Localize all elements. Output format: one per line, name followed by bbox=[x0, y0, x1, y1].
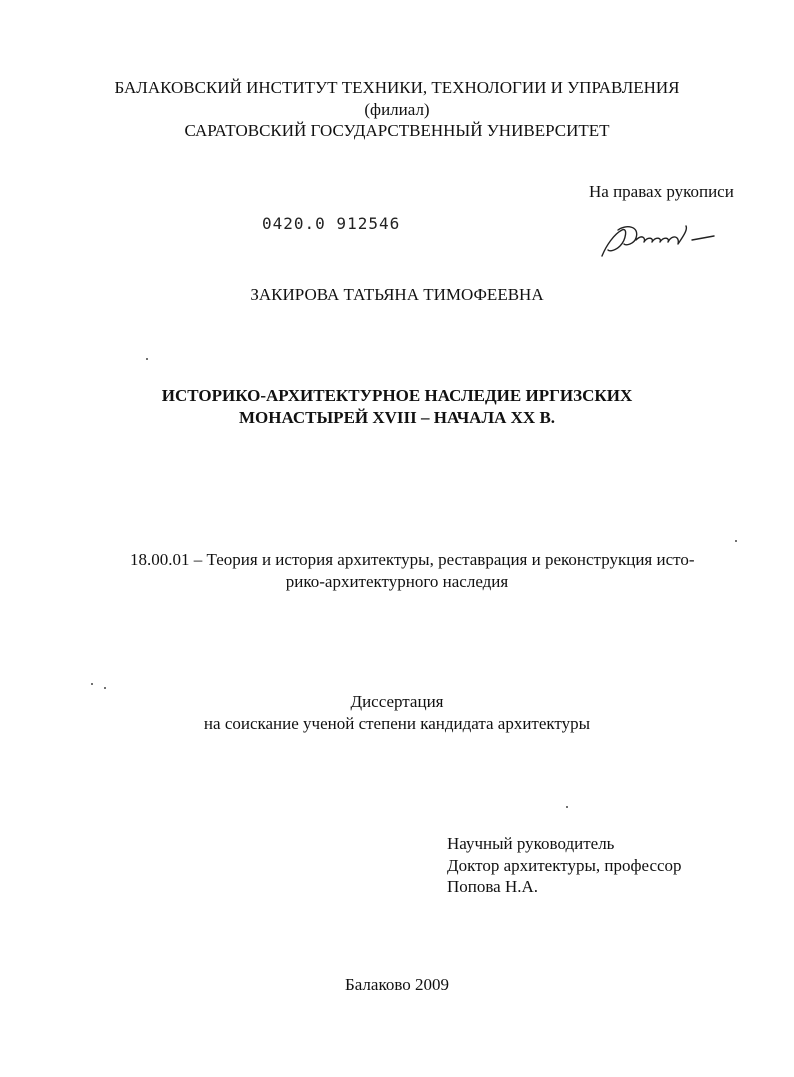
supervisor-label: Научный руководитель bbox=[447, 834, 615, 853]
scan-speck bbox=[91, 683, 93, 685]
handwritten-signature bbox=[596, 216, 726, 262]
scan-speck bbox=[566, 806, 568, 808]
supervisor-degree: Доктор архитектуры, профессор bbox=[447, 856, 682, 875]
supervisor-name: Попова Н.А. bbox=[447, 877, 539, 896]
title-line-1: ИСТОРИКО-АРХИТЕКТУРНОЕ НАСЛЕДИЕ ИРГИЗСКИХ bbox=[161, 386, 633, 405]
author-name: ЗАКИРОВА ТАТЬЯНА ТИМОФЕЕВНА bbox=[250, 285, 544, 304]
place-year: Балаково 2009 bbox=[344, 975, 450, 994]
scan-speck bbox=[104, 687, 106, 689]
archive-stamp-number: 0420.0 912546 bbox=[262, 214, 401, 233]
work-type: Диссертация bbox=[350, 692, 444, 711]
degree-sought: на соискание ученой степени кандидата архитектуры bbox=[203, 714, 591, 733]
scan-speck bbox=[146, 358, 148, 360]
specialty-line-2: рико-архитектурного наследия bbox=[285, 572, 509, 591]
specialty-line-1: 18.00.01 – Теория и история архитектуры, реставрация и реконструкция исто- bbox=[130, 550, 695, 569]
title-line-2: МОНАСТЫРЕЙ XVIII – НАЧАЛА XX В. bbox=[238, 408, 556, 427]
university-name: САРАТОВСКИЙ ГОСУДАРСТВЕННЫЙ УНИВЕРСИТЕТ bbox=[184, 121, 610, 140]
institution-name: БАЛАКОВСКИЙ ИНСТИТУТ ТЕХНИКИ, ТЕХНОЛОГИИ И УПРАВЛЕНИЯ bbox=[114, 78, 680, 97]
institution-branch: (филиал) bbox=[364, 100, 430, 119]
rights-note: На правах рукописи bbox=[589, 182, 734, 201]
scan-speck bbox=[735, 540, 737, 542]
